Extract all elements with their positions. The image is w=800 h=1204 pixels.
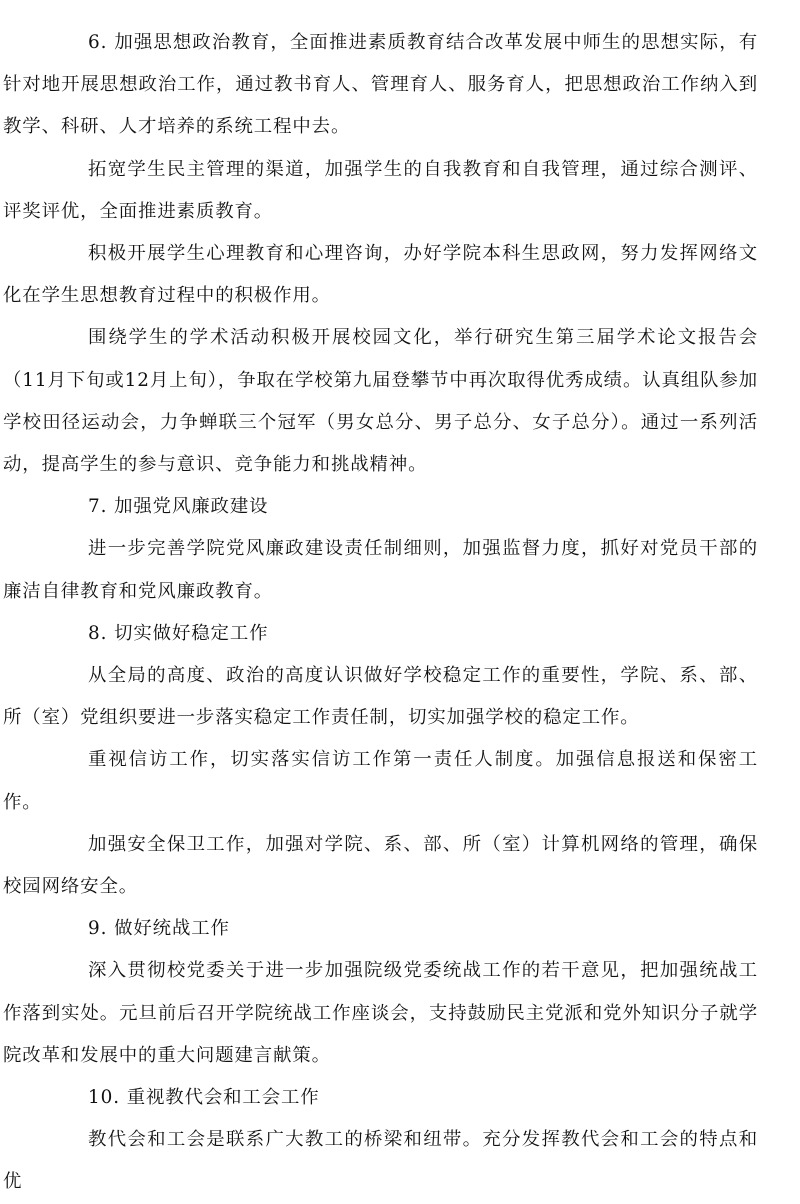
paragraph: [3, 149, 758, 233]
heading-text: 10. 重视教代会和工会工作: [88, 1087, 320, 1109]
heading-text: 9. 做好统战工作: [88, 918, 230, 940]
paragraph-text: 重视信访工作，切实落实信访工作第一责任人制度。加强信息报送和保密工作。: [3, 749, 758, 813]
paragraph-text: 加强安全保卫工作，加强对学院、系、部、所（室）计算机网络的管理，确保校园网络安全。: [3, 833, 758, 898]
paragraph-text: 6. 加强思想政治教育，全面推进素质教育结合改革发展中师生的思想实际，有针对地开展思想政治工作，通过教书育人、管理育人、服务育人，把思想政治工作纳入到教学、科研、人才培养的系统工程中去。: [3, 32, 758, 138]
paragraph-text: 积极开展学生心理教育和心理咨询，办好学院本科生思政网，努力发挥网络文化在学生思想教育过程中的积极作用。: [3, 243, 758, 307]
paragraph: [3, 317, 758, 486]
paragraph: [3, 528, 758, 612]
document-page: [3, 22, 758, 1204]
paragraph-text: 进一步完善学院党风廉政建设责任制细则，加强监督力度，抓好对党员干部的廉洁自律教育和党风廉政教育。: [3, 538, 758, 602]
paragraph: [3, 233, 758, 317]
paragraph: [3, 739, 758, 823]
paragraph: [3, 655, 758, 739]
paragraph-text: 围绕学生的学术活动积极开展校园文化，举行研究生第三届学术论文报告会（11月下旬或12月上旬），争取在学校第九届登攀节中再次取得优秀成绩。认真组队参加学校田径运动会，力争蝉联三个冠军（男女总分、男子总分、女子总分）。通过一系列活动，提高学生的参与意识、竞争能力和挑战精神。: [3, 327, 758, 476]
section-heading: [88, 613, 758, 655]
paragraph: [3, 22, 758, 149]
heading-text: 7. 加强党风廉政建设: [88, 496, 269, 518]
paragraph: [3, 824, 758, 908]
heading-text: 8. 切实做好稳定工作: [88, 622, 269, 644]
section-heading: [88, 1077, 758, 1119]
paragraph-text: 拓宽学生民主管理的渠道，加强学生的自我教育和自我管理，通过综合测评、评奖评优，全面推进素质教育。: [3, 158, 758, 222]
section-heading: [88, 486, 758, 528]
paragraph-text: 教代会和工会是联系广大教工的桥梁和纽带。充分发挥教代会和工会的特点和优: [3, 1129, 758, 1193]
paragraph: [3, 1119, 758, 1203]
paragraph-text: 从全局的高度、政治的高度认识做好学校稳定工作的重要性，学院、系、部、所（室）党组织要进一步落实稳定工作责任制，切实加强学校的稳定工作。: [3, 665, 758, 729]
section-heading: [88, 908, 758, 950]
paragraph-text: 深入贯彻校党委关于进一步加强院级党委统战工作的若干意见，把加强统战工作落到实处。元旦前后召开学院统战工作座谈会，支持鼓励民主党派和党外知识分子就学院改革和发展中的重大问题建言献策。: [3, 960, 758, 1066]
paragraph: [3, 950, 758, 1077]
